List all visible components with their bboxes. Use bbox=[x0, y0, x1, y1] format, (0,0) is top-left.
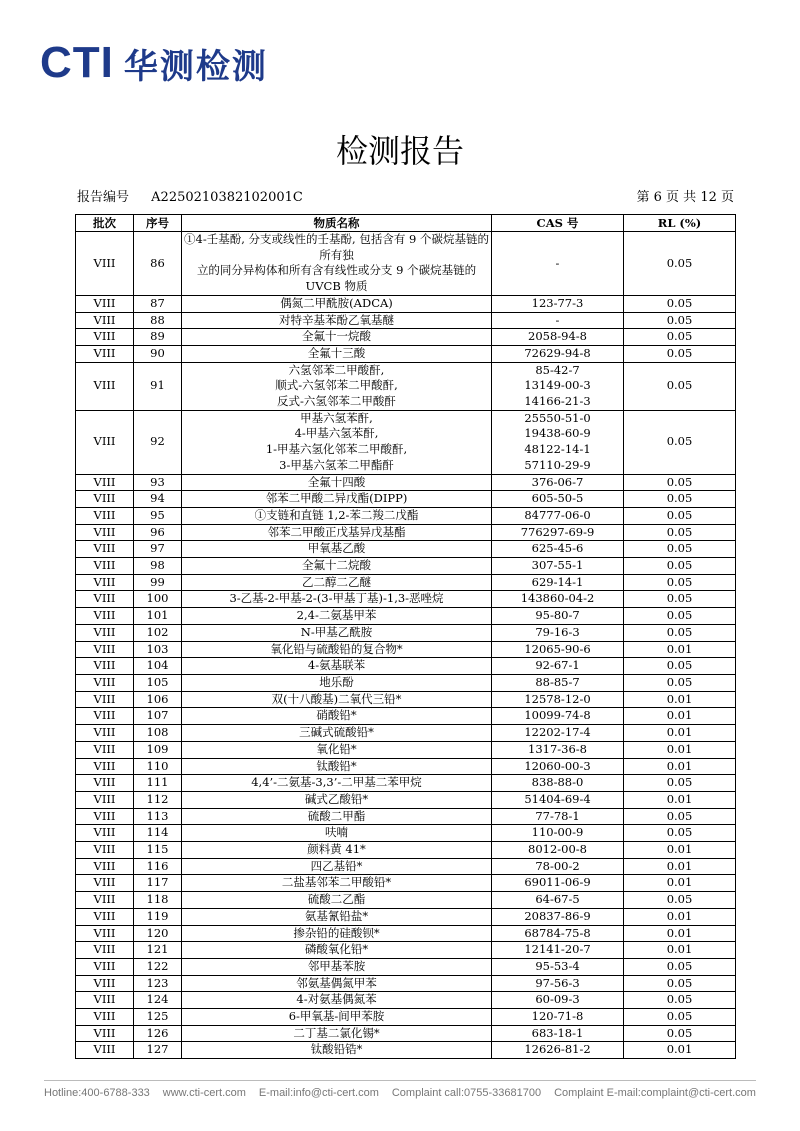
cell-substance-name: 氧化铅* bbox=[182, 741, 492, 758]
table-row bbox=[76, 1042, 736, 1059]
cell-number: 105 bbox=[134, 674, 182, 691]
cell-cas: 25550-51-0 19438-60-9 48122-14-1 57110-29-9 bbox=[492, 410, 624, 474]
cell-batch: VIII bbox=[76, 958, 134, 975]
cell-batch: VIII bbox=[76, 624, 134, 641]
cell-rl: 0.01 bbox=[624, 942, 736, 959]
cell-number: 101 bbox=[134, 608, 182, 625]
table-row bbox=[76, 608, 736, 625]
cell-cas: 683-18-1 bbox=[492, 1025, 624, 1042]
cell-rl: 0.05 bbox=[624, 574, 736, 591]
report-title: 检测报告 bbox=[335, 132, 464, 170]
cell-substance-name: 邻苯二甲酸二异戊酯(DIPP) bbox=[182, 491, 492, 508]
cell-cas: 12578-12-0 bbox=[492, 691, 624, 708]
cell-number: 125 bbox=[134, 1009, 182, 1026]
cell-rl: 0.05 bbox=[624, 312, 736, 329]
cell-number: 106 bbox=[134, 691, 182, 708]
table-row bbox=[76, 708, 736, 725]
cell-batch: VIII bbox=[76, 329, 134, 346]
cell-rl: 0.05 bbox=[624, 808, 736, 825]
cell-cas: 2058-94-8 bbox=[492, 329, 624, 346]
cell-rl: 0.01 bbox=[624, 842, 736, 859]
cell-rl: 0.05 bbox=[624, 958, 736, 975]
cell-number: 94 bbox=[134, 491, 182, 508]
cell-cas: 77-78-1 bbox=[492, 808, 624, 825]
table-row bbox=[76, 329, 736, 346]
cell-cas: 8012-00-8 bbox=[492, 842, 624, 859]
table-row bbox=[76, 624, 736, 641]
cell-number: 98 bbox=[134, 558, 182, 575]
table-row bbox=[76, 232, 736, 296]
table-row bbox=[76, 295, 736, 312]
cell-cas: 605-50-5 bbox=[492, 491, 624, 508]
cell-cas: - bbox=[492, 312, 624, 329]
cell-number: 115 bbox=[134, 842, 182, 859]
cell-substance-name: 邻氨基偶氮甲苯 bbox=[182, 975, 492, 992]
cell-substance-name: N-甲基乙酰胺 bbox=[182, 624, 492, 641]
cell-rl: 0.05 bbox=[624, 524, 736, 541]
cell-batch: VIII bbox=[76, 474, 134, 491]
cell-rl: 0.05 bbox=[624, 1025, 736, 1042]
cell-batch: VIII bbox=[76, 524, 134, 541]
cell-batch: VIII bbox=[76, 1042, 134, 1059]
cell-cas: 123-77-3 bbox=[492, 295, 624, 312]
cell-substance-name: 邻甲基苯胺 bbox=[182, 958, 492, 975]
cell-cas: 20837-86-9 bbox=[492, 908, 624, 925]
cell-rl: 0.05 bbox=[624, 825, 736, 842]
table-row bbox=[76, 825, 736, 842]
cell-batch: VIII bbox=[76, 808, 134, 825]
cell-rl: 0.05 bbox=[624, 775, 736, 792]
table-row bbox=[76, 345, 736, 362]
cell-number: 95 bbox=[134, 507, 182, 524]
cell-substance-name: 4-氨基联苯 bbox=[182, 658, 492, 675]
cell-cas: 79-16-3 bbox=[492, 624, 624, 641]
cell-rl: 0.05 bbox=[624, 491, 736, 508]
cell-batch: VIII bbox=[76, 775, 134, 792]
cell-number: 123 bbox=[134, 975, 182, 992]
cell-substance-name: 2,4-二氨基甲苯 bbox=[182, 608, 492, 625]
cell-cas: 88-85-7 bbox=[492, 674, 624, 691]
cell-rl: 0.05 bbox=[624, 541, 736, 558]
cell-substance-name: 甲氧基乙酸 bbox=[182, 541, 492, 558]
cell-substance-name: ①4-壬基酚, 分支或线性的壬基酚, 包括含有 9 个碳烷基链的所有独 立的同分异构体和所有含有线性或分支 9 个碳烷基链的 UVCB 物质 bbox=[182, 232, 492, 296]
cell-cas: 1317-36-8 bbox=[492, 741, 624, 758]
cell-cas: 85-42-7 13149-00-3 14166-21-3 bbox=[492, 362, 624, 410]
seal-stamp-edge bbox=[788, 480, 800, 630]
cell-number: 92 bbox=[134, 410, 182, 474]
cell-batch: VIII bbox=[76, 574, 134, 591]
cell-number: 97 bbox=[134, 541, 182, 558]
cell-batch: VIII bbox=[76, 345, 134, 362]
cell-batch: VIII bbox=[76, 741, 134, 758]
cell-substance-name: 呋喃 bbox=[182, 825, 492, 842]
cell-substance-name: 颜料黄 41* bbox=[182, 842, 492, 859]
cell-number: 91 bbox=[134, 362, 182, 410]
cell-number: 113 bbox=[134, 808, 182, 825]
table-header-row bbox=[76, 215, 736, 232]
table-row bbox=[76, 691, 736, 708]
table-row bbox=[76, 524, 736, 541]
cell-rl: 0.01 bbox=[624, 758, 736, 775]
cell-number: 117 bbox=[134, 875, 182, 892]
table-row bbox=[76, 758, 736, 775]
table-row bbox=[76, 491, 736, 508]
cell-rl: 0.05 bbox=[624, 295, 736, 312]
cell-rl: 0.05 bbox=[624, 558, 736, 575]
footer-hotline: Hotline:400-6788-333 bbox=[44, 1087, 150, 1099]
cell-cas: 143860-04-2 bbox=[492, 591, 624, 608]
cell-number: 120 bbox=[134, 925, 182, 942]
cell-cas: 629-14-1 bbox=[492, 574, 624, 591]
cell-number: 86 bbox=[134, 232, 182, 296]
cell-cas: 625-45-6 bbox=[492, 541, 624, 558]
cell-number: 89 bbox=[134, 329, 182, 346]
table-row bbox=[76, 410, 736, 474]
cell-batch: VIII bbox=[76, 791, 134, 808]
cell-substance-name: 全氟十二烷酸 bbox=[182, 558, 492, 575]
cell-batch: VIII bbox=[76, 875, 134, 892]
cell-batch: VIII bbox=[76, 410, 134, 474]
cell-batch: VIII bbox=[76, 608, 134, 625]
cell-batch: VIII bbox=[76, 641, 134, 658]
cell-number: 88 bbox=[134, 312, 182, 329]
cell-substance-name: 三碱式硫酸铅* bbox=[182, 725, 492, 742]
table-row bbox=[76, 741, 736, 758]
table-row bbox=[76, 312, 736, 329]
cell-substance-name: 氨基氰铅盐* bbox=[182, 908, 492, 925]
cell-cas: 12141-20-7 bbox=[492, 942, 624, 959]
cell-cas: 78-00-2 bbox=[492, 858, 624, 875]
cell-cas: 12202-17-4 bbox=[492, 725, 624, 742]
cell-cas: 12060-00-3 bbox=[492, 758, 624, 775]
cell-substance-name: 甲基六氢苯酐, 4-甲基六氢苯酐, 1-甲基六氢化邻苯二甲酸酐, 3-甲基六氢苯二甲酯酐 bbox=[182, 410, 492, 474]
cell-batch: VIII bbox=[76, 691, 134, 708]
cell-cas: 72629-94-8 bbox=[492, 345, 624, 362]
cell-batch: VIII bbox=[76, 992, 134, 1009]
cell-substance-name: 偶氮二甲酰胺(ADCA) bbox=[182, 295, 492, 312]
cell-batch: VIII bbox=[76, 908, 134, 925]
table-row bbox=[76, 958, 736, 975]
cell-rl: 0.05 bbox=[624, 410, 736, 474]
cell-substance-name: ①支链和直链 1,2-苯二羧二戊酯 bbox=[182, 507, 492, 524]
cell-batch: VIII bbox=[76, 232, 134, 296]
cell-rl: 0.01 bbox=[624, 858, 736, 875]
cell-substance-name: 邻苯二甲酸正戊基异戊基酯 bbox=[182, 524, 492, 541]
cell-substance-name: 钛酸铅锆* bbox=[182, 1042, 492, 1059]
cell-rl: 0.05 bbox=[624, 608, 736, 625]
cell-number: 116 bbox=[134, 858, 182, 875]
cell-rl: 0.01 bbox=[624, 691, 736, 708]
cell-rl: 0.01 bbox=[624, 708, 736, 725]
cell-cas: 68784-75-8 bbox=[492, 925, 624, 942]
cell-substance-name: 六氢邻苯二甲酸酐, 顺式-六氢邻苯二甲酸酐, 反式-六氢邻苯二甲酸酐 bbox=[182, 362, 492, 410]
cell-cas: 120-71-8 bbox=[492, 1009, 624, 1026]
cell-substance-name: 4-对氨基偶氮苯 bbox=[182, 992, 492, 1009]
cell-cas: 12626-81-2 bbox=[492, 1042, 624, 1059]
cell-number: 127 bbox=[134, 1042, 182, 1059]
table-row bbox=[76, 908, 736, 925]
table-row bbox=[76, 1025, 736, 1042]
table-row bbox=[76, 658, 736, 675]
header-number: 序号 bbox=[134, 215, 182, 232]
cell-number: 114 bbox=[134, 825, 182, 842]
cell-cas: 97-56-3 bbox=[492, 975, 624, 992]
cell-rl: 0.01 bbox=[624, 875, 736, 892]
cell-rl: 0.05 bbox=[624, 624, 736, 641]
cell-rl: 0.01 bbox=[624, 925, 736, 942]
cell-batch: VIII bbox=[76, 295, 134, 312]
cell-substance-name: 全氟十一烷酸 bbox=[182, 329, 492, 346]
cell-number: 103 bbox=[134, 641, 182, 658]
cell-substance-name: 二盐基邻苯二甲酸铅* bbox=[182, 875, 492, 892]
footer-divider bbox=[44, 1080, 756, 1081]
cell-number: 96 bbox=[134, 524, 182, 541]
cell-cas: 307-55-1 bbox=[492, 558, 624, 575]
cell-batch: VIII bbox=[76, 558, 134, 575]
table-row bbox=[76, 1009, 736, 1026]
cell-rl: 0.05 bbox=[624, 362, 736, 410]
table-row bbox=[76, 875, 736, 892]
header-cas: CAS 号 bbox=[492, 215, 624, 232]
cell-batch: VIII bbox=[76, 925, 134, 942]
cell-number: 121 bbox=[134, 942, 182, 959]
cell-substance-name: 二丁基二氯化锡* bbox=[182, 1025, 492, 1042]
table-row bbox=[76, 591, 736, 608]
cell-number: 109 bbox=[134, 741, 182, 758]
cell-batch: VIII bbox=[76, 507, 134, 524]
report-number-label: 报告编号 bbox=[77, 190, 130, 205]
logo-text: CTI bbox=[40, 38, 114, 87]
cell-cas: 838-88-0 bbox=[492, 775, 624, 792]
footer-complaint-email: Complaint E-mail:complaint@cti-cert.com bbox=[554, 1087, 756, 1099]
cell-batch: VIII bbox=[76, 674, 134, 691]
cell-substance-name: 磷酸氧化铅* bbox=[182, 942, 492, 959]
cell-cas: 64-67-5 bbox=[492, 892, 624, 909]
cell-number: 87 bbox=[134, 295, 182, 312]
report-meta bbox=[77, 186, 734, 205]
cell-rl: 0.05 bbox=[624, 1009, 736, 1026]
cell-cas: 84777-06-0 bbox=[492, 507, 624, 524]
cell-cas: 10099-74-8 bbox=[492, 708, 624, 725]
cell-batch: VIII bbox=[76, 892, 134, 909]
logo-chinese-name: 华测检测 bbox=[123, 46, 268, 87]
cell-number: 99 bbox=[134, 574, 182, 591]
cell-cas: 95-53-4 bbox=[492, 958, 624, 975]
cell-cas: 12065-90-6 bbox=[492, 641, 624, 658]
report-number: A2250210382102001C bbox=[151, 190, 303, 205]
cell-number: 119 bbox=[134, 908, 182, 925]
company-logo bbox=[40, 38, 268, 88]
cell-number: 124 bbox=[134, 992, 182, 1009]
cell-batch: VIII bbox=[76, 725, 134, 742]
cell-cas: 376-06-7 bbox=[492, 474, 624, 491]
cell-rl: 0.05 bbox=[624, 232, 736, 296]
cell-number: 112 bbox=[134, 791, 182, 808]
table-row bbox=[76, 507, 736, 524]
table-row bbox=[76, 641, 736, 658]
cell-substance-name: 4,4’-二氨基-3,3’-二甲基二苯甲烷 bbox=[182, 775, 492, 792]
cell-batch: VIII bbox=[76, 758, 134, 775]
cell-cas: 110-00-9 bbox=[492, 825, 624, 842]
cell-substance-name: 钛酸铅* bbox=[182, 758, 492, 775]
substance-table bbox=[75, 214, 736, 1059]
cell-batch: VIII bbox=[76, 1009, 134, 1026]
cell-rl: 0.05 bbox=[624, 591, 736, 608]
cell-substance-name: 四乙基铅* bbox=[182, 858, 492, 875]
table-row bbox=[76, 992, 736, 1009]
cell-number: 90 bbox=[134, 345, 182, 362]
cell-cas: 92-67-1 bbox=[492, 658, 624, 675]
cell-cas: - bbox=[492, 232, 624, 296]
page-indicator: 第 6 页 共 12 页 bbox=[636, 190, 734, 205]
cell-cas: 776297-69-9 bbox=[492, 524, 624, 541]
footer-email: E-mail:info@cti-cert.com bbox=[258, 1087, 379, 1099]
footer-complaint-call: Complaint call:0755-33681700 bbox=[391, 1087, 542, 1099]
cell-rl: 0.01 bbox=[624, 791, 736, 808]
cell-substance-name: 硫酸二乙酯 bbox=[182, 892, 492, 909]
cell-cas: 51404-69-4 bbox=[492, 791, 624, 808]
table-row bbox=[76, 574, 736, 591]
cell-substance-name: 碱式乙酸铅* bbox=[182, 791, 492, 808]
cell-batch: VIII bbox=[76, 858, 134, 875]
cell-batch: VIII bbox=[76, 942, 134, 959]
cell-number: 111 bbox=[134, 775, 182, 792]
cell-batch: VIII bbox=[76, 312, 134, 329]
cell-batch: VIII bbox=[76, 842, 134, 859]
cell-batch: VIII bbox=[76, 491, 134, 508]
cell-cas: 95-80-7 bbox=[492, 608, 624, 625]
table-row bbox=[76, 775, 736, 792]
table-row bbox=[76, 558, 736, 575]
header-substance-name: 物质名称 bbox=[182, 215, 492, 232]
cell-number: 110 bbox=[134, 758, 182, 775]
footer-website: www.cti-cert.com bbox=[162, 1087, 246, 1099]
cell-rl: 0.05 bbox=[624, 992, 736, 1009]
cell-substance-name: 乙二醇二乙醚 bbox=[182, 574, 492, 591]
table-row bbox=[76, 892, 736, 909]
table-row bbox=[76, 474, 736, 491]
header-rl: RL (%) bbox=[624, 215, 736, 232]
table-row bbox=[76, 808, 736, 825]
cell-rl: 0.05 bbox=[624, 507, 736, 524]
cell-substance-name: 全氟十三酸 bbox=[182, 345, 492, 362]
cell-batch: VIII bbox=[76, 541, 134, 558]
cell-rl: 0.05 bbox=[624, 329, 736, 346]
cell-rl: 0.01 bbox=[624, 1042, 736, 1059]
cell-cas: 69011-06-9 bbox=[492, 875, 624, 892]
cell-rl: 0.05 bbox=[624, 892, 736, 909]
cell-number: 102 bbox=[134, 624, 182, 641]
cell-cas: 60-09-3 bbox=[492, 992, 624, 1009]
table-row bbox=[76, 925, 736, 942]
cell-rl: 0.05 bbox=[624, 975, 736, 992]
cell-rl: 0.05 bbox=[624, 474, 736, 491]
cell-batch: VIII bbox=[76, 825, 134, 842]
table-row bbox=[76, 674, 736, 691]
cell-batch: VIII bbox=[76, 591, 134, 608]
table-row bbox=[76, 541, 736, 558]
cell-rl: 0.01 bbox=[624, 908, 736, 925]
cell-rl: 0.01 bbox=[624, 641, 736, 658]
cell-substance-name: 3-乙基-2-甲基-2-(3-甲基丁基)-1,3-恶唑烷 bbox=[182, 591, 492, 608]
cell-rl: 0.05 bbox=[624, 658, 736, 675]
table-row bbox=[76, 942, 736, 959]
table-row bbox=[76, 725, 736, 742]
table-row bbox=[76, 791, 736, 808]
cell-number: 104 bbox=[134, 658, 182, 675]
table-row bbox=[76, 842, 736, 859]
cell-number: 107 bbox=[134, 708, 182, 725]
cell-rl: 0.01 bbox=[624, 741, 736, 758]
footer bbox=[44, 1087, 756, 1099]
cell-batch: VIII bbox=[76, 708, 134, 725]
cell-substance-name: 6-甲氧基-间甲苯胺 bbox=[182, 1009, 492, 1026]
cell-substance-name: 对特辛基苯酚乙氧基醚 bbox=[182, 312, 492, 329]
cell-substance-name: 硝酸铅* bbox=[182, 708, 492, 725]
cell-substance-name: 地乐酚 bbox=[182, 674, 492, 691]
table-row bbox=[76, 362, 736, 410]
cell-substance-name: 硫酸二甲酯 bbox=[182, 808, 492, 825]
cell-rl: 0.01 bbox=[624, 725, 736, 742]
cell-batch: VIII bbox=[76, 975, 134, 992]
cell-substance-name: 全氟十四酸 bbox=[182, 474, 492, 491]
table-row bbox=[76, 975, 736, 992]
cell-rl: 0.05 bbox=[624, 345, 736, 362]
cell-batch: VIII bbox=[76, 658, 134, 675]
cell-number: 108 bbox=[134, 725, 182, 742]
cell-substance-name: 氧化铅与硫酸铅的复合物* bbox=[182, 641, 492, 658]
cell-substance-name: 双(十八酸基)二氧代三铅* bbox=[182, 691, 492, 708]
cell-number: 126 bbox=[134, 1025, 182, 1042]
cell-number: 100 bbox=[134, 591, 182, 608]
header-batch: 批次 bbox=[76, 215, 134, 232]
table-row bbox=[76, 858, 736, 875]
cell-batch: VIII bbox=[76, 362, 134, 410]
cell-batch: VIII bbox=[76, 1025, 134, 1042]
cell-number: 122 bbox=[134, 958, 182, 975]
cell-rl: 0.05 bbox=[624, 674, 736, 691]
cell-substance-name: 掺杂铅的硅酸钡* bbox=[182, 925, 492, 942]
cell-number: 118 bbox=[134, 892, 182, 909]
cell-number: 93 bbox=[134, 474, 182, 491]
